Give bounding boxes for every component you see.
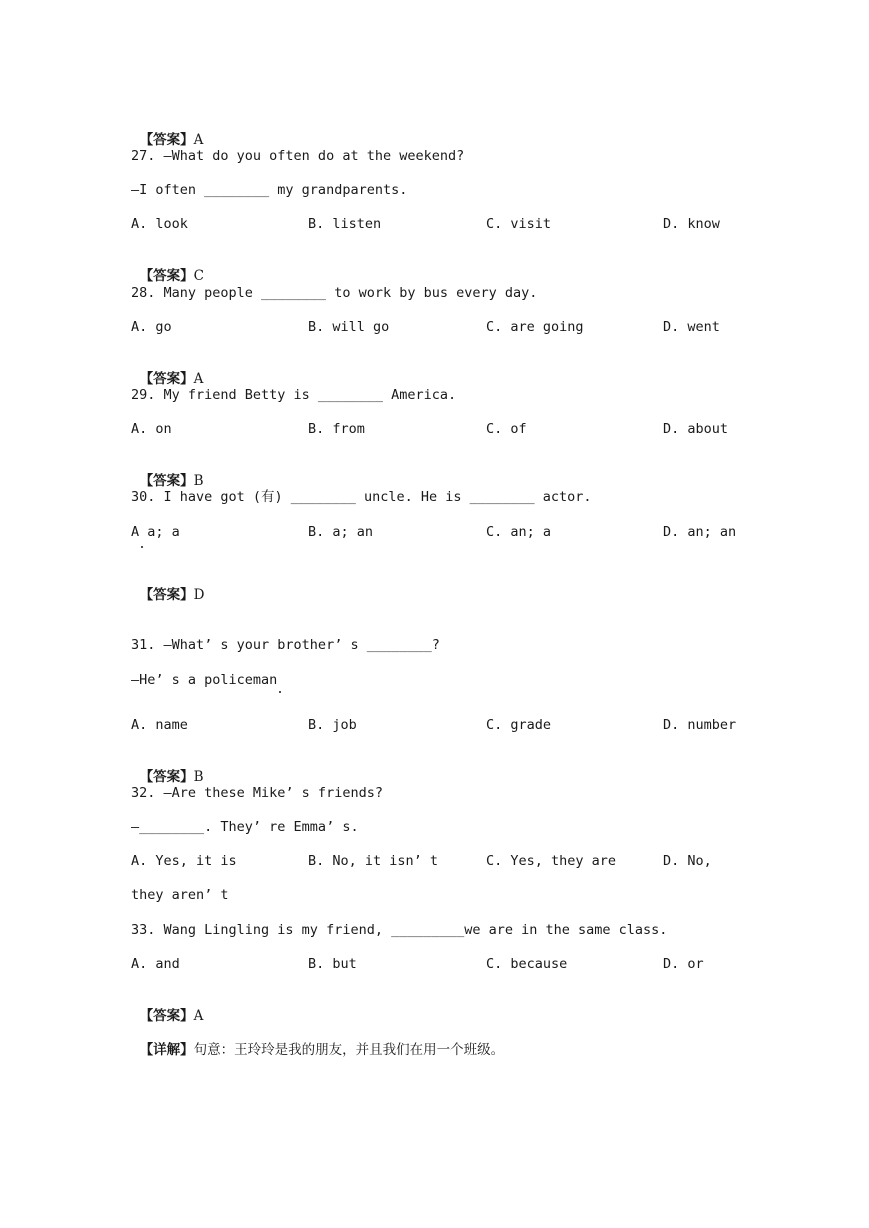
question-27-options <box>0 215 869 233</box>
answer-tag: 【答案】 <box>139 371 194 387</box>
answer-value: A <box>193 371 204 387</box>
answer-tag: 【答案】 <box>139 473 194 489</box>
question-31-stem: 31. —What’ s your brother’ s ________? <box>131 637 440 653</box>
answer-line <box>131 352 203 388</box>
option-d: D. went <box>663 319 720 335</box>
option-b: B. a; an <box>308 524 374 540</box>
option-d: D. No, <box>663 853 712 869</box>
option-c: C. an; a <box>486 524 552 540</box>
option-d: D. an; an <box>663 524 737 540</box>
option-b: B. will go <box>308 319 390 335</box>
answer-value: A <box>193 132 204 148</box>
option-a: A. go <box>131 319 172 335</box>
option-d: D. know <box>663 216 720 232</box>
detail-line <box>131 1023 504 1059</box>
question-32-reply: —________. They’ re Emma’ s. <box>131 819 359 835</box>
option-a: A a; a <box>131 524 180 540</box>
option-a: A. on <box>131 421 172 437</box>
question-33-stem: 33. Wang Lingling is my friend, _________we are in the same class. <box>131 922 668 938</box>
answer-tag: 【答案】 <box>139 132 194 148</box>
option-a: A. look <box>131 216 188 232</box>
answer-value: A <box>193 1008 204 1024</box>
answer-line <box>131 989 203 1025</box>
question-29-stem: 29. My friend Betty is ________ America. <box>131 387 457 403</box>
question-32-stem: 32. —Are these Mike’ s friends? <box>131 785 383 801</box>
option-d: D. about <box>663 421 729 437</box>
option-c: C. Yes, they are <box>486 853 617 869</box>
option-d-wrap: they aren’ t <box>131 887 229 903</box>
question-27-stem: 27. —What do you often do at the weekend? <box>131 148 465 164</box>
answer-value: D <box>193 587 205 603</box>
answer-tag: 【答案】 <box>139 1008 194 1024</box>
answer-tag: 【答案】 <box>139 769 194 785</box>
option-b: B. job <box>308 717 357 733</box>
answer-value: B <box>193 769 204 785</box>
option-b: B. No, it isn’ t <box>308 853 439 869</box>
question-30-stem: 30. I have got (有) ________ uncle. He is ________ actor. <box>131 489 592 505</box>
question-33-options <box>0 955 869 973</box>
question-28-options <box>0 318 869 336</box>
question-30-options <box>0 523 869 541</box>
option-b: B. from <box>308 421 365 437</box>
option-a: A. name <box>131 717 188 733</box>
question-29-options <box>0 420 869 438</box>
answer-line <box>131 113 203 149</box>
option-d: D. number <box>663 717 737 733</box>
detail-tag: 【详解】 <box>139 1042 194 1058</box>
answer-value: C <box>193 268 204 284</box>
option-d: D. or <box>663 956 704 972</box>
answer-line <box>131 568 204 604</box>
option-a: A. and <box>131 956 180 972</box>
question-31-reply: —He’ s a policeman <box>131 672 278 688</box>
option-c: C. visit <box>486 216 552 232</box>
stray-dot <box>141 546 143 548</box>
question-27-reply: —I often ________ my grandparents. <box>131 182 408 198</box>
question-32-options <box>0 852 869 870</box>
option-c: C. because <box>486 956 568 972</box>
option-c: C. of <box>486 421 527 437</box>
answer-tag: 【答案】 <box>139 268 194 284</box>
answer-value: B <box>193 473 204 489</box>
answer-tag: 【答案】 <box>139 587 194 603</box>
answer-line <box>131 249 204 285</box>
stray-dot <box>279 691 281 693</box>
option-c: C. are going <box>486 319 584 335</box>
answer-line <box>131 750 204 786</box>
question-31-options <box>0 716 869 734</box>
detail-text: 句意：王玲玲是我的朋友，并且我们在用一个班级。 <box>193 1042 505 1058</box>
answer-line <box>131 454 204 490</box>
question-28-stem: 28. Many people ________ to work by bus every day. <box>131 285 538 301</box>
option-c: C. grade <box>486 717 552 733</box>
option-a: A. Yes, it is <box>131 853 237 869</box>
option-b: B. but <box>308 956 357 972</box>
option-b: B. listen <box>308 216 382 232</box>
